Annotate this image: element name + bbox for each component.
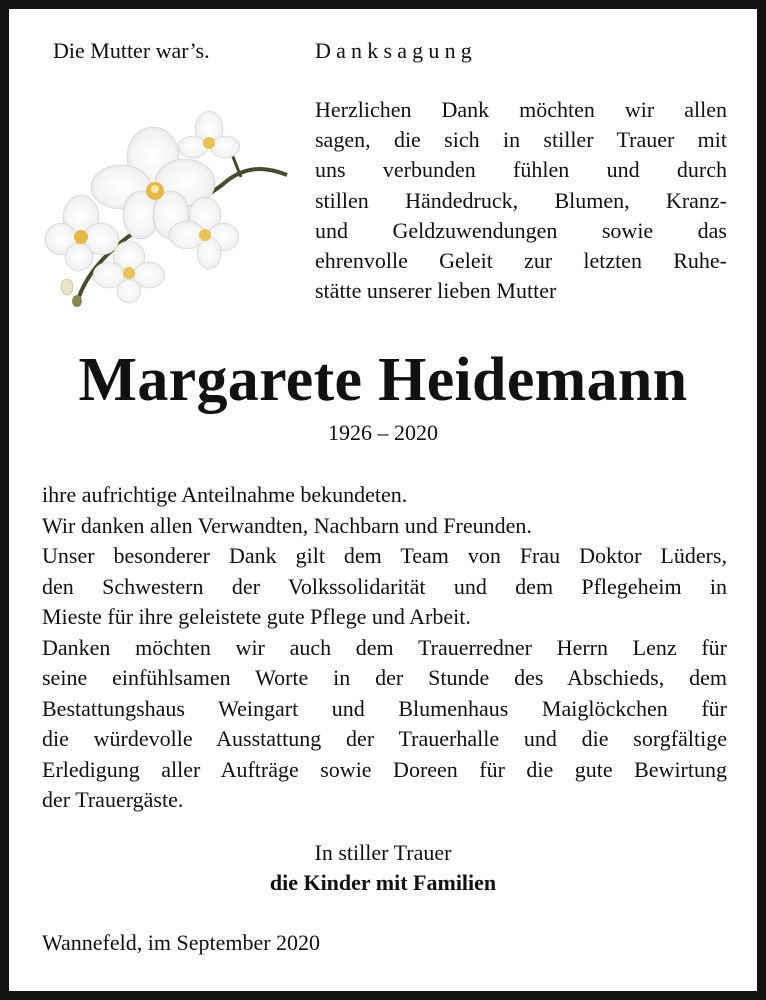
deceased-name: Margarete Heidemann [78,346,688,414]
body-line: den Schwestern der Volkssolidarität und dem Pflegeheim in [42,573,727,599]
body-line: Wir danken allen Verwandten, Nachbarn und Freunden. [42,512,532,538]
motto: Die Mutter war’s. [53,38,210,63]
body-text [42,480,727,816]
intro-line: ehrenvolle Geleit zur letzten Ruhe- [315,248,727,274]
intro-text [315,95,727,306]
intro-line: und Geldzuwendungen sowie das [315,217,727,243]
body-line: Mieste für ihre geleistete gute Pflege und Arbeit. [42,604,471,629]
body-line: die würdevolle Ausstattung der Trauerhalle und die sorgfältige [42,726,727,751]
body-line: Danken möchten wir auch dem Trauerredner Herrn Lenz für [42,634,727,660]
body-line: ihre aufrichtige Anteilnahme bekundeten. [42,482,408,507]
intro-line: Herzlichen Dank möchten wir allen [315,97,727,122]
notice-frame [9,9,757,991]
intro-line: stätte unserer lieben Mutter [315,278,557,304]
body-line: Unser besonderer Dank gilt dem Team von Frau Doktor Lüders, [42,543,727,568]
body-line: seine einfühlsamen Worte in der Stunde des Abschieds, dem [42,665,727,690]
intro-line: sagen, die sich in stiller Trauer mit [315,127,727,153]
orchid-flower-icon [37,105,293,311]
life-dates: 1926 – 2020 [328,420,438,445]
body-line: Bestattungshaus Weingart und Blumenhaus Maiglöckchen für [42,695,727,721]
intro-line: stillen Händedruck, Blumen, Kranz- [315,187,727,213]
closing-line: In stiller Trauer [314,840,452,865]
body-line: der Trauergäste. [42,787,184,812]
heading: Danksagung [315,38,477,63]
place-date: Wannefeld, im September 2020 [42,930,321,955]
signature-line: die Kinder mit Familien [269,870,497,895]
body-line: Erledigung aller Aufträge sowie Doreen für die gute Bewirtung [42,756,727,782]
intro-line: uns verbunden fühlen und durch [315,157,727,183]
